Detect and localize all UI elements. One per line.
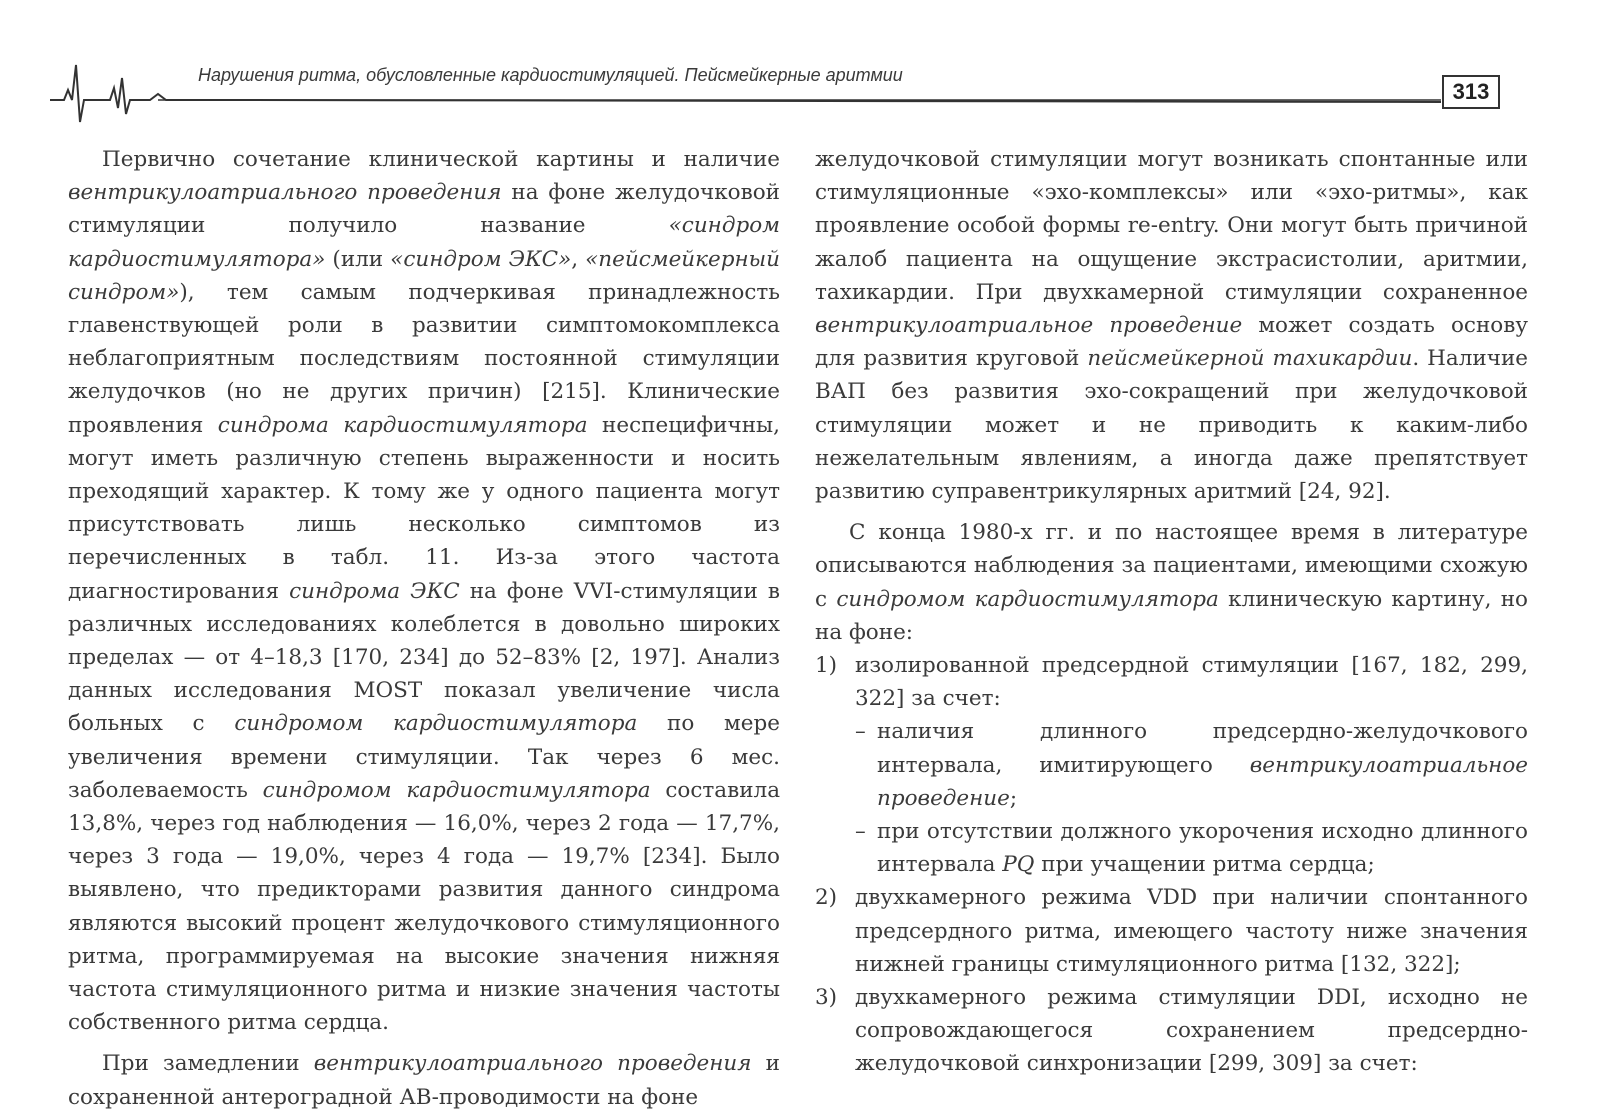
left-column [68, 143, 780, 1114]
ecg-waveform-icon [50, 50, 1450, 130]
text-run: С конца 1980-х гг. и по настоящее время в литературе описываются наблюдения за пациентами, имеющими схожую с [815, 520, 1528, 612]
list-item [815, 881, 1528, 981]
text-run: клиническую картину, но на фоне: [815, 586, 1528, 645]
sub-list-text [877, 819, 1528, 877]
italic-term: вентрикулоатриальное проведение [877, 752, 1528, 811]
paragraph [815, 516, 1528, 649]
italic-term: «синдром кардиостимулятора» [68, 213, 780, 272]
text-run: по мере увеличения времени стимуляции. Так через 6 мес. заболеваемость [68, 711, 780, 803]
paragraph [815, 143, 1528, 508]
text-run: ; [1009, 785, 1018, 811]
paragraph [68, 143, 780, 1039]
list-item-text [855, 985, 1528, 1076]
list-number: 3) [815, 985, 838, 1011]
sub-list [855, 715, 1528, 881]
paragraph [68, 1047, 780, 1113]
italic-term: «синдром ЭКС» [390, 246, 572, 272]
list-number: 2) [815, 885, 838, 911]
dash-marker: – [855, 719, 866, 745]
list-number: 1) [815, 653, 838, 679]
text-run: и сохраненной антероградной АВ-проводимости на фоне [68, 1051, 780, 1110]
italic-term: вентрикулоатриального проведения [68, 180, 502, 206]
italic-term: PQ [1002, 852, 1035, 878]
italic-term: синдромом кардиостимулятора [262, 777, 651, 803]
sub-list-item [855, 715, 1528, 815]
dash-marker: – [855, 819, 866, 845]
text-run: при учащении ритма сердца; [1034, 852, 1375, 878]
list-item-text [855, 885, 1528, 976]
sub-list-item [855, 815, 1528, 881]
text-run: на фоне VVI-стимуляции в различных исследованиях колеблется в довольно широких пределах — от 4–18,3 [170, 234] до 52–83% [2, 197]. Анализ данных исследования MOST показал увеличение числа больных с [68, 578, 780, 737]
italic-term: пейсмейкерной тахикардии [1087, 346, 1413, 372]
italic-term: синдрома ЭКС [289, 578, 460, 604]
text-run: неспецифичны, могут иметь различную степень выраженности и носить преходящий характер. К тому же у одного пациента могут присутствовать лишь несколько симптомов из перечисленных в табл. 11. Из-за этого частота диагностирования [68, 412, 780, 604]
text-run: может создать основу для развития круговой [815, 313, 1529, 372]
right-column [815, 143, 1528, 1081]
text-run: изолированной предсердной стимуляции [167, 182, 299, 322] за счет: [855, 653, 1528, 712]
text-run: ), тем самым подчеркивая принадлежность главенствующей роли в развитии симптомокомплекса неблагоприятным последствиям постоянной стимуляции желудочков (но не других причин) [215]. Клинические проявления [68, 279, 780, 438]
italic-term: вентрикулоатриального проведения [313, 1051, 752, 1077]
italic-term: вентрикулоатриальное проведение [815, 313, 1243, 339]
text-run: наличия длинного предсердно-желудочкового интервала, имитирующего [877, 719, 1528, 778]
page-header [0, 40, 1600, 140]
list-item [815, 981, 1528, 1081]
text-run: при отсутствии должного укорочения исходно длинного интервала [877, 819, 1528, 878]
text-run: (или [325, 246, 391, 272]
italic-term: синдромом кардиостимулятора [836, 586, 1219, 612]
text-run: двухкамерного режима стимуляции DDI, исходно не сопровождающегося сохранением предсердно-желудочковой синхронизации [299, 309] за счет: [855, 985, 1528, 1077]
numbered-list [815, 649, 1528, 1081]
list-item-text [855, 653, 1528, 711]
text-run: , [571, 246, 586, 272]
list-item [815, 649, 1528, 881]
running-title: Нарушения ритма, обусловленные кардиостимуляцией. Пейсмейкерные аритмии [198, 65, 903, 85]
text-run: При замедлении [102, 1051, 314, 1077]
italic-term: синдромом кардиостимулятора [234, 711, 638, 737]
page-number: 313 [1442, 75, 1500, 109]
sub-list-text [877, 719, 1528, 810]
text-run: на фоне желудочковой стимуляции получило название [68, 180, 780, 239]
text-run: Первично сочетание клинической картины и наличие [102, 147, 780, 172]
italic-term: «пейсмейкерный синдром» [68, 246, 780, 305]
text-run: . Наличие ВАП без развития эхо-сокращений при желудочковой стимуляции может и не приводить к каким-либо нежелательным явлениям, а иногда даже препятствует развитию суправентрикулярных аритмий [24, 92]. [815, 346, 1529, 505]
italic-term: синдрома кардиостимулятора [217, 412, 588, 438]
text-run: составила 13,8%, через год наблюдения — 16,0%, через 2 года — 17,7%, через 3 года — 19,0%, через 4 года — 19,7% [234]. Было выявлено, что предикторами развития данного синдрома являются высокий процент желудочкового стимуляционного ритма, программируемая на высокие значения нижняя частота стимуляционного ритма и низкие значения частоты собственного ритма сердца. [68, 777, 781, 1036]
text-run: желудочковой стимуляции могут возникать спонтанные или стимуляционные «эхо-комплексы» или «эхо-ритмы», как проявление особой формы re-entry. Они могут быть причиной жалоб пациента на ощущение экстрасистолии, аритмии, тахикардии. При двухкамерной стимуляции сохраненное [815, 147, 1528, 305]
text-run: двухкамерного режима VDD при наличии спонтанного предсердного ритма, имеющего частоту ниже значения нижней границы стимуляционного ритма [132, 322]; [855, 885, 1528, 977]
